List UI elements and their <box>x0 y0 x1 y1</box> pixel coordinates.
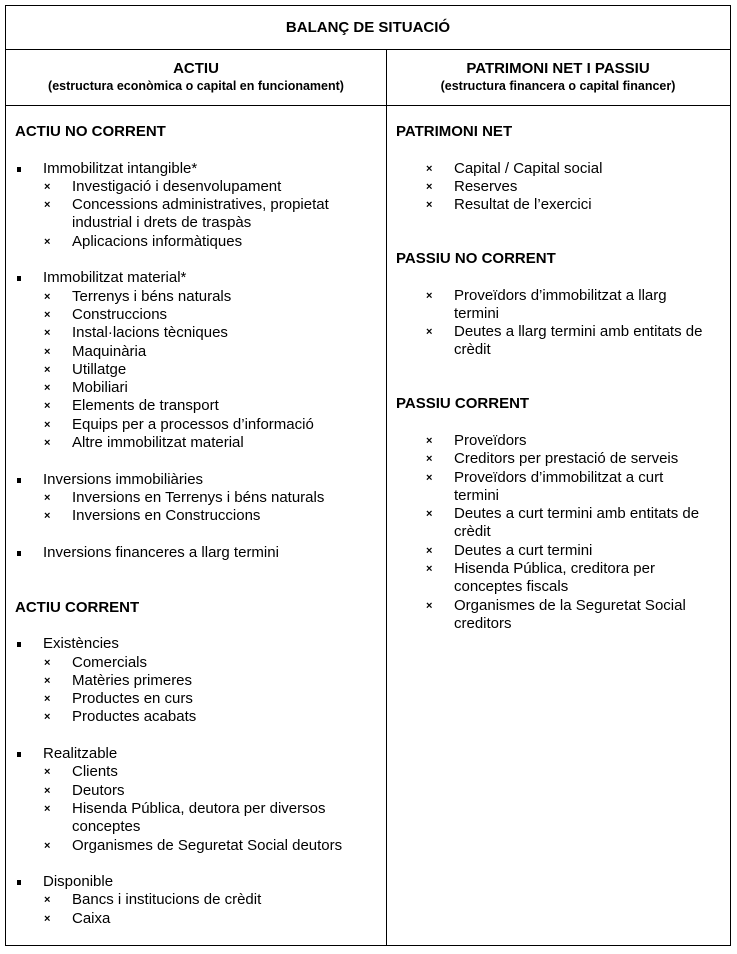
group-label: Inversions financeres a llarg termini <box>43 543 279 561</box>
list-item-text: Instal·lacions tècniques <box>72 324 228 342</box>
square-bullet-icon <box>17 551 21 556</box>
list-item-text: Mobiliari <box>72 379 128 397</box>
section-title: ACTIU NO CORRENT <box>15 123 166 140</box>
list-item-text: termini <box>454 486 500 504</box>
list-item-text: Proveïdors d’immobilitzat a llarg <box>454 286 667 304</box>
x-mark-bullet-icon: × <box>44 693 51 706</box>
x-mark-bullet-icon: × <box>426 162 433 175</box>
x-mark-bullet-icon: × <box>44 766 51 779</box>
section-title: PASSIU CORRENT <box>396 395 530 413</box>
x-mark-bullet-icon: × <box>44 363 51 376</box>
list-item-text: Inversions en Construccions <box>72 507 261 525</box>
group-label: Realitzable <box>43 745 118 762</box>
list-item-text: crèdit <box>454 341 491 359</box>
square-bullet-icon <box>17 642 21 647</box>
column-header-row <box>6 49 730 106</box>
group-label: Disponible <box>43 873 114 891</box>
x-mark-bullet-icon: × <box>44 437 51 449</box>
x-mark-bullet-icon: × <box>44 418 51 431</box>
square-bullet-icon <box>17 752 21 757</box>
x-mark-bullet-icon: × <box>426 199 433 212</box>
assets-heading: ACTIU <box>173 60 219 77</box>
section-title: PASSIU NO CORRENT <box>396 250 556 268</box>
x-mark-bullet-icon: × <box>426 180 433 193</box>
x-mark-bullet-icon: × <box>44 327 51 340</box>
list-item-text: Construccions <box>72 305 168 323</box>
list-item-text: Utillatge <box>72 360 127 378</box>
x-mark-bullet-icon: × <box>44 180 51 193</box>
list-item-text: Maquinària <box>72 342 147 360</box>
x-mark-bullet-icon: × <box>44 784 51 797</box>
balance-sheet-table <box>5 5 731 946</box>
x-mark-bullet-icon: × <box>44 345 51 358</box>
list-item-text: conceptes <box>72 818 141 836</box>
list-item-text: Hisenda Pública, deutora per diversos <box>72 799 326 817</box>
x-mark-bullet-icon: × <box>44 491 51 504</box>
x-mark-bullet-icon: × <box>44 674 51 687</box>
list-item-text: crèdit <box>454 523 491 541</box>
list-item-text: Deutors <box>72 781 125 799</box>
list-item-text: Caixa <box>72 909 111 927</box>
list-item-text: Comercials <box>72 653 148 671</box>
list-item-text: Creditors per prestació de serveis <box>454 450 679 468</box>
x-mark-bullet-icon: × <box>44 839 51 852</box>
group-label: Inversions immobiliàries <box>43 470 204 488</box>
list-item-text: conceptes fiscals <box>454 578 569 596</box>
group-label: Immobilitzat material* <box>43 269 187 287</box>
list-item-text: Reserves <box>454 177 518 195</box>
x-mark-bullet-icon: × <box>44 308 51 321</box>
x-mark-bullet-icon: × <box>44 802 51 815</box>
square-bullet-icon <box>17 880 21 885</box>
x-mark-bullet-icon: × <box>426 453 433 466</box>
list-item-text: creditors <box>454 614 512 632</box>
list-item-text: Elements de transport <box>72 397 219 415</box>
x-mark-bullet-icon: × <box>44 894 51 907</box>
x-mark-bullet-icon: × <box>44 510 51 523</box>
equity-liabilities-subheading: (estructura financera o capital financer) <box>440 79 676 93</box>
x-mark-bullet-icon: × <box>44 382 51 395</box>
x-mark-bullet-icon: × <box>44 711 51 724</box>
x-mark-bullet-icon: × <box>44 912 51 925</box>
x-mark-bullet-icon: × <box>426 508 433 521</box>
group-label: Existències <box>43 635 119 653</box>
x-mark-bullet-icon: × <box>426 599 433 612</box>
square-bullet-icon <box>17 276 21 281</box>
x-mark-bullet-icon: × <box>426 471 433 484</box>
list-item-text: Proveïdors d’immobilitzat a curt <box>454 468 664 486</box>
list-item-text: Organismes de la Seguretat Social <box>454 596 686 614</box>
list-item-text: Aplicacions informàtiques <box>72 232 243 250</box>
list-item-text: Terrenys i béns naturals <box>72 287 232 305</box>
x-mark-bullet-icon: × <box>426 326 433 339</box>
x-mark-bullet-icon: × <box>44 235 51 248</box>
list-item-text: Deutes a curt termini <box>454 541 593 559</box>
list-item-text: Productes en curs <box>72 690 193 708</box>
x-mark-bullet-icon: × <box>426 434 433 447</box>
list-item-text: termini <box>454 304 500 322</box>
list-item-text: Deutes a curt termini amb entitats de <box>454 505 700 523</box>
equity-liabilities-column-header <box>387 49 729 105</box>
list-item-text: Resultat de l’exercici <box>454 196 592 214</box>
x-mark-bullet-icon: × <box>44 656 51 669</box>
list-item-text: Equips per a processos d’informació <box>72 415 314 433</box>
list-item-text: Investigació i desenvolupament <box>72 177 282 195</box>
table-title: BALANÇ DE SITUACIÓ <box>6 6 730 50</box>
x-mark-bullet-icon: × <box>44 290 51 303</box>
square-bullet-icon <box>17 478 21 483</box>
list-item-text: Proveïdors <box>454 431 527 449</box>
list-item-text: Clients <box>72 763 118 781</box>
column-divider <box>386 49 387 945</box>
section-title: ACTIU CORRENT <box>15 598 140 616</box>
list-item-text: Organismes de Seguretat Social deutors <box>72 836 343 854</box>
assets-column-header <box>6 49 386 105</box>
list-item-text: Concessions administratives, propietat <box>72 196 329 214</box>
x-mark-bullet-icon: × <box>44 400 51 413</box>
list-item-text: Inversions en Terrenys i béns naturals <box>72 488 325 506</box>
x-mark-bullet-icon: × <box>426 563 433 576</box>
group-label: Immobilitzat intangible* <box>43 159 198 177</box>
list-item-text: Altre immobilitzat material <box>72 434 244 451</box>
x-mark-bullet-icon: × <box>426 289 433 302</box>
assets-subheading: (estructura econòmica o capital en funcionament) <box>48 79 344 93</box>
equity-liabilities-heading: PATRIMONI NET I PASSIU <box>466 60 650 77</box>
list-item-text: Deutes a llarg termini amb entitats de <box>454 323 703 341</box>
square-bullet-icon <box>17 167 21 172</box>
list-item-text: Hisenda Pública, creditora per <box>454 560 655 578</box>
x-mark-bullet-icon: × <box>426 544 433 557</box>
list-item-text: Matèries primeres <box>72 671 193 689</box>
list-item-text: Capital / Capital social <box>454 159 603 177</box>
section-title: PATRIMONI NET <box>396 123 513 140</box>
list-item-text: industrial i drets de traspàs <box>72 214 252 232</box>
list-item-text: Bancs i institucions de crèdit <box>72 891 262 909</box>
x-mark-bullet-icon: × <box>44 199 51 212</box>
list-item-text: Productes acabats <box>72 708 197 726</box>
